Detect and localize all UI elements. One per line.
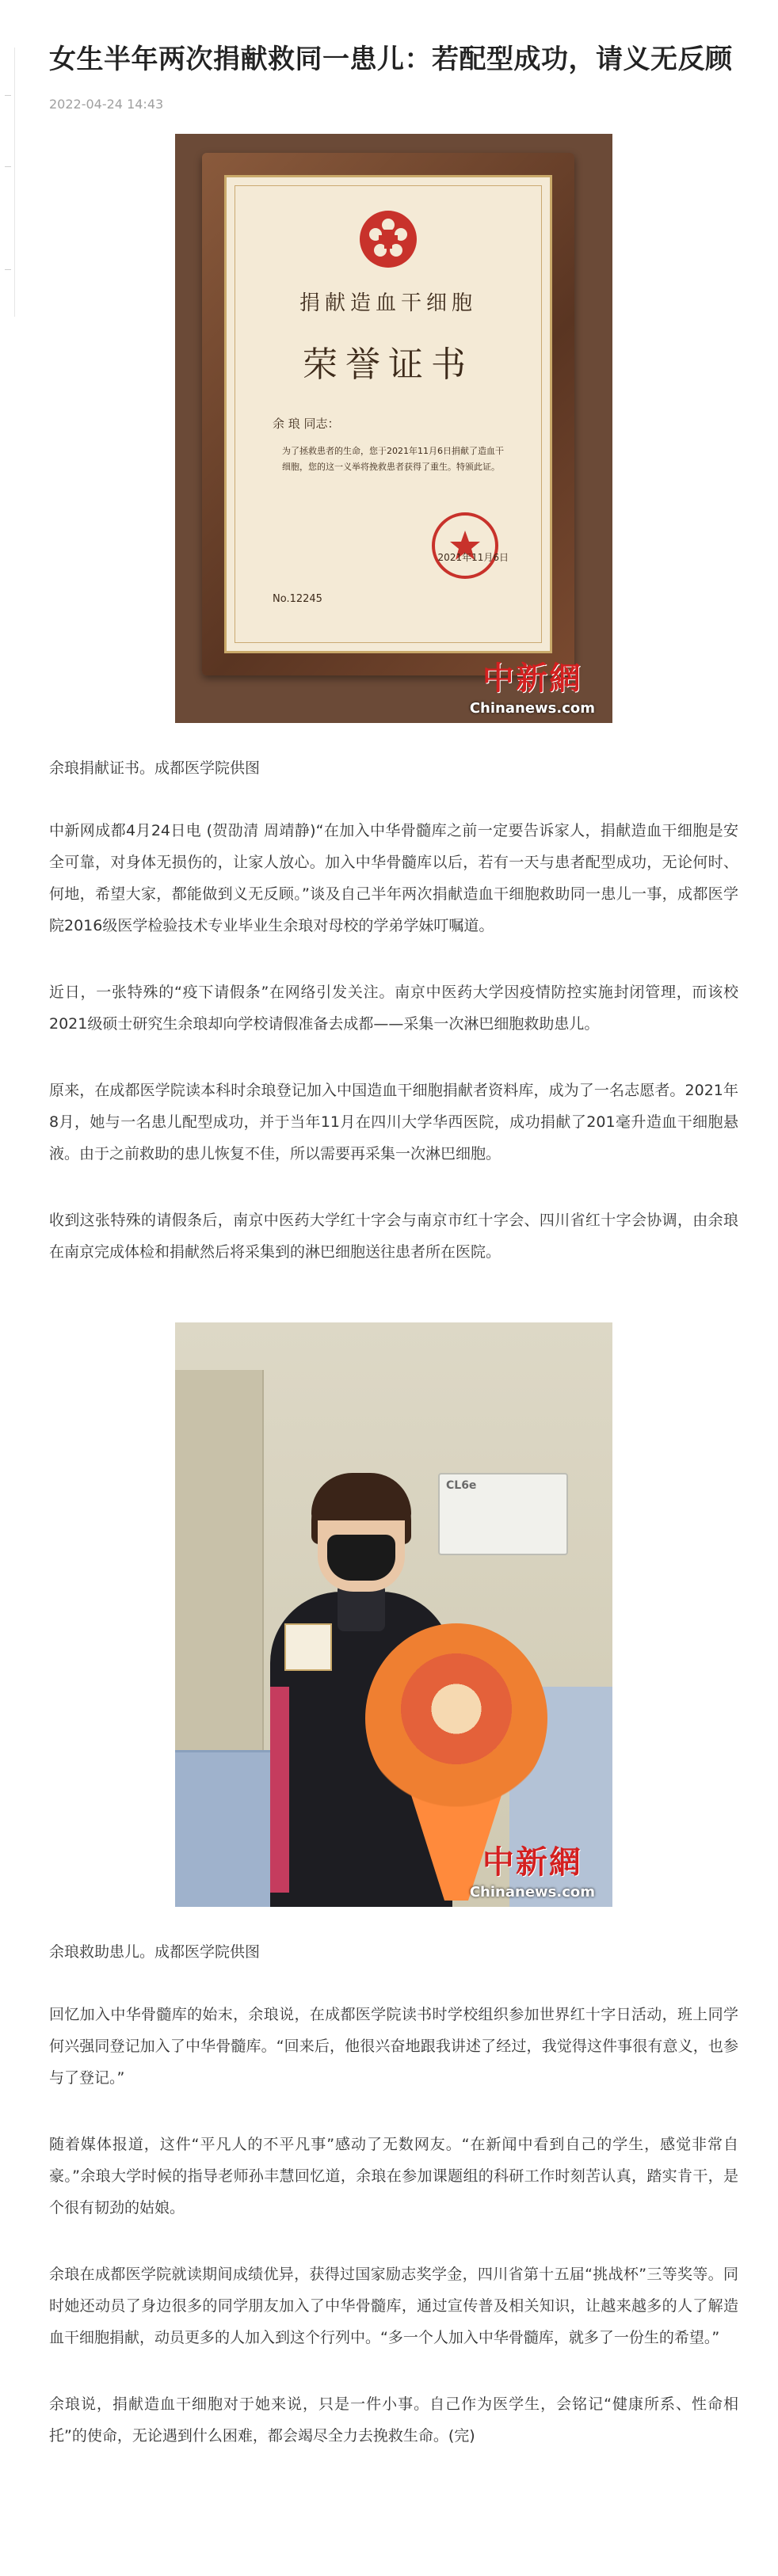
article-title: 女生半年两次捐献救同一患儿：若配型成功，请义无反顾	[49, 44, 733, 75]
photo2-caption: 余琅救助患儿。成都医学院供图	[49, 1943, 261, 1961]
red-cross-flower-icon	[357, 207, 420, 271]
face-mask	[327, 1535, 395, 1581]
certificate-recipient: 余 琅 同志：	[273, 417, 340, 431]
chinanews-watermark	[470, 1837, 595, 1901]
paragraph: 回忆加入中华骨髓库的始末，余琅说，在成都医学院读书时学校组织参加世界红十字日活动，班上同学何兴强同登记加入了中华骨髓库。“回来后，他很兴奋地跟我讲述了经过，我觉得这件事很有意义，也参与了登记。”	[49, 2006, 738, 2087]
certificate-date: 2021年11月6日	[437, 552, 509, 563]
paragraph: 余琅说，捐献造血干细胞对于她来说，只是一件小事。自己作为医学生，会铭记“健康所系、性命相托”的使命，无论遇到什么困难，都会竭尽全力去挽救生命。(完)	[49, 2395, 738, 2445]
certificate-photo	[175, 134, 612, 723]
watermark-logo-en: Chinanews.com	[469, 700, 595, 717]
paragraph: 原来，在成都医学院读本科时余琅登记加入中国造血干细胞捐献者资料库，成为了一名志愿者。2021年8月，她与一名患儿配型成功，并于当年11月在四川大学华西医院，成功捐献了201毫升造血干细胞悬液。由于之前救助的患儿恢复不佳，所以需要再采集一次淋巴细胞。	[49, 1082, 738, 1162]
photo2-wrap	[49, 1283, 738, 1907]
certificate-subtitle: 捐献造血干细胞	[299, 291, 477, 315]
sweater-stripe	[270, 1687, 289, 1893]
watermark-logo-cn: 中新網	[482, 660, 582, 697]
paragraph: 随着媒体报道，这件“平凡人的不平凡事”感动了无数网友。“在新闻中看到自己的学生，感觉非常自豪。”余琅大学时候的指导老师孙丰慧回忆道，余琅在参加课题组的科研工作时刻苦认真，踏实肯干，是个很有韧劲的姑娘。	[49, 2136, 738, 2216]
chinanews-watermark	[470, 653, 595, 717]
certificate-number: No.12245	[273, 593, 322, 605]
held-certificate	[284, 1623, 332, 1671]
rail-tick	[5, 269, 11, 270]
rail-tick	[5, 166, 11, 167]
certificate-frame	[202, 153, 574, 675]
flower-bouquet	[365, 1623, 547, 1813]
monitor-label: CL6e	[446, 1479, 477, 1492]
paragraph: 中新网成都4月24日电 (贺劭清 周靖静)“在加入中华骨髓库之前一定要告诉家人，捐献造血干细胞是安全可靠，对身体无损伤的，让家人放心。加入中华骨髓库以后，若有一天与患者配型成功，无论何时、何地，希望大家，都能做到义无反顾。”谈及自己半年两次捐献造血干细胞救助同一患儿一事，成都医学院2016级医学检验技术专业毕业生余琅对母校的学弟学妹叮嘱道。	[49, 822, 738, 934]
certificate-body: 为了拯救患者的生命，您于2021年11月6日捐献了造血干细胞，您的这一义举将挽救患者获得了重生。特颁此证。	[282, 446, 504, 472]
official-seal-icon	[429, 510, 501, 581]
photo1-wrap	[49, 112, 738, 723]
paragraph: 收到这张特殊的请假条后，南京中医药大学红十字会与南京市红十字会、四川省红十字会协调，由余琅在南京完成体检和捐献然后将采集到的淋巴细胞送往患者所在医院。	[49, 1212, 738, 1261]
watermark-logo-en: Chinanews.com	[469, 1884, 595, 1901]
donor-photo	[175, 1322, 612, 1907]
photo1-caption: 余琅捐献证书。成都医学院供图	[49, 759, 261, 777]
paragraph: 余琅在成都医学院就读期间成绩优异，获得过国家励志奖学金，四川省第十五届“挑战杯”三等奖等。同时她还动员了身边很多的同学朋友加入了中华骨髓库，通过宣传普及相关知识，让越来越多的人了解造血干细胞捐献，动员更多的人加入到这个行列中。“多一个人加入中华骨髓库，就多了一份生的希望。”	[49, 2266, 738, 2346]
article	[49, 40, 738, 2467]
paragraph: 近日，一张特殊的“疫下请假条”在网络引发关注。南京中医药大学因疫情防控实施封闭管理，而该校2021级硕士研究生余琅却向学校请假准备去成都——采集一次淋巴细胞救助患儿。	[49, 984, 738, 1033]
hospital-door	[175, 1370, 264, 1782]
publish-date: 2022-04-24 14:43	[49, 97, 164, 112]
certificate	[224, 175, 552, 653]
rail-tick	[5, 95, 11, 96]
left-rail	[0, 48, 15, 317]
medical-monitor	[438, 1473, 568, 1555]
watermark-logo-cn: 中新網	[482, 1844, 582, 1881]
certificate-heading: 荣誉证书	[303, 344, 474, 385]
